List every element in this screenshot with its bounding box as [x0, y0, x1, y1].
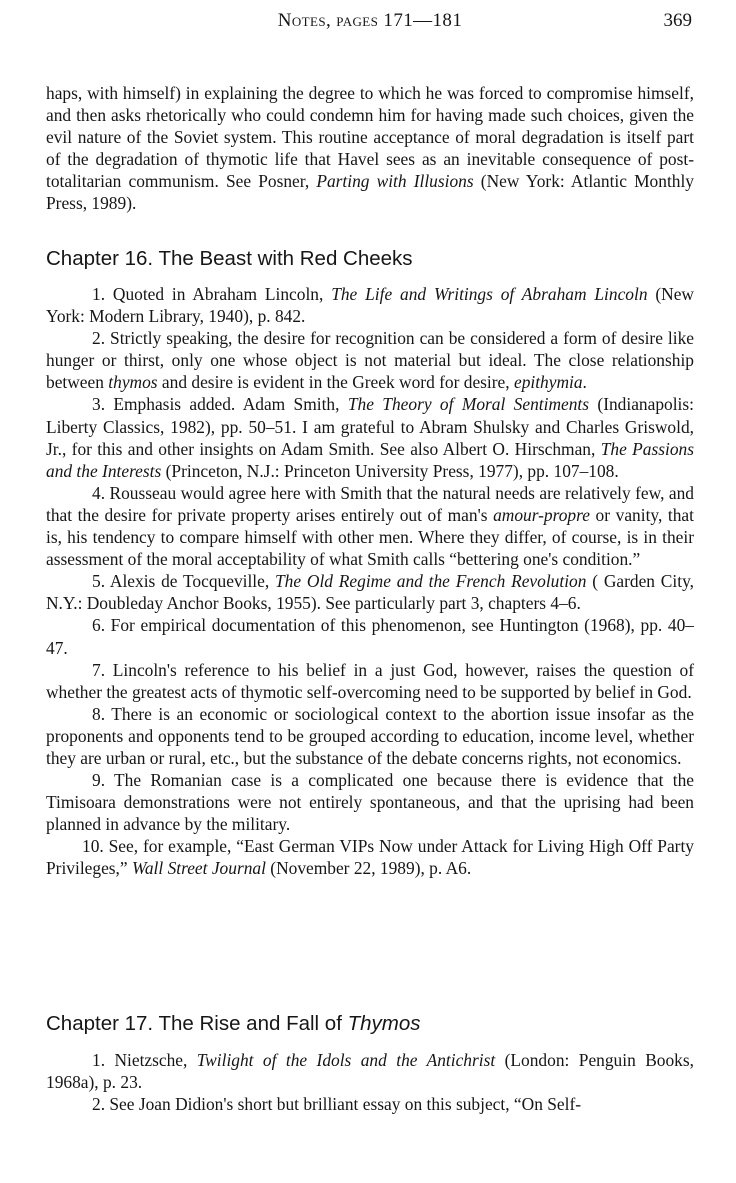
chapter-16-notes	[46, 283, 694, 880]
note-16-9: 9. The Romanian case is a complicated one because there is evidence that the Timisoara demonstrations were not entirely spontaneous, and that the uprising had been planned in advance by the military.	[46, 770, 694, 835]
note-16-5: 5. Alexis de Tocqueville, The Old Regime and the French Revolution ( Garden City, N.Y.: Doubleday Anchor Books, 1955). See particularly part 3, chapters 4–6.	[46, 571, 694, 614]
chapter-16-heading: Chapter 16. The Beast with Red Cheeks	[46, 247, 413, 270]
note-16-2: 2. Strictly speaking, the desire for recognition can be considered a form of desire like hunger or thirst, only one whose object is not material but ideal. The close relationship between thymos and desire is evident in the Greek word for desire, epithymia.	[46, 328, 694, 393]
note-16-3: 3. Emphasis added. Adam Smith, The Theory of Moral Sentiments (Indianapolis: Liberty Classics, 1982), pp. 50–51. I am grateful to Abram Shulsky and Charles Griswold, Jr., for this and other insights on Adam Smith. See also Albert O. Hirschman, The Passions and the Interests (Princeton, N.J.: Princeton University Press, 1977), pp. 107–108.	[46, 394, 694, 481]
note-16-6: 6. For empirical documentation of this phenomenon, see Huntington (1968), pp. 40–47.	[46, 615, 694, 658]
note-16-10: 10. See, for example, “East German VIPs Now under Attack for Living High Off Party Privileges,” Wall Street Journal (November 22, 1989), p. A6.	[46, 836, 694, 879]
note-16-7: 7. Lincoln's reference to his belief in a just God, however, raises the question of whether the greatest acts of thymotic self-overcoming need to be supported by belief in God.	[46, 659, 694, 702]
chapter-17-heading: Chapter 17. The Rise and Fall of Thymos	[46, 1012, 421, 1035]
note-17-1: 1. Nietzsche, Twilight of the Idols and the Antichrist (London: Penguin Books, 1968a), p. 23.	[46, 1050, 694, 1093]
note-16-4: 4. Rousseau would agree here with Smith that the natural needs are relatively few, and that the desire for private property arises entirely out of man's amour-propre or vanity, that is, his tendency to compare himself with other men. Where they differ, of course, is in their assessment of the moral acceptability of what Smith calls “bettering one's condition.”	[46, 482, 694, 570]
note-16-1: 1. Quoted in Abraham Lincoln, The Life and Writings of Abraham Lincoln (New York: Modern Library, 1940), p. 842.	[46, 284, 694, 327]
note-17-2: 2. See Joan Didion's short but brilliant essay on this subject, “On Self-	[92, 1094, 582, 1115]
note-16-8: 8. There is an economic or sociological context to the abortion issue insofar as the proponents and opponents tend to be grouped according to education, income level, whether they are urban or rural, etc., but the substance of the debate concerns rights, not economics.	[46, 703, 694, 768]
page-number: 369	[663, 10, 692, 31]
continued-note: haps, with himself) in explaining the degree to which he was forced to compromise himself, and then asks rhetorically who could condemn him for having made such choices, given the evil nature of the Soviet system. This routine acceptance of moral degradation is itself part of the degradation of thymotic life that Havel sees as an inevitable consequence of post-totalitarian communism. See Posner, Parting with Illusions (New York: Atlantic Monthly Press, 1989).	[46, 83, 694, 214]
running-title: Notes, pages 171—181	[277, 10, 463, 31]
chapter-17-notes	[46, 1049, 694, 1115]
